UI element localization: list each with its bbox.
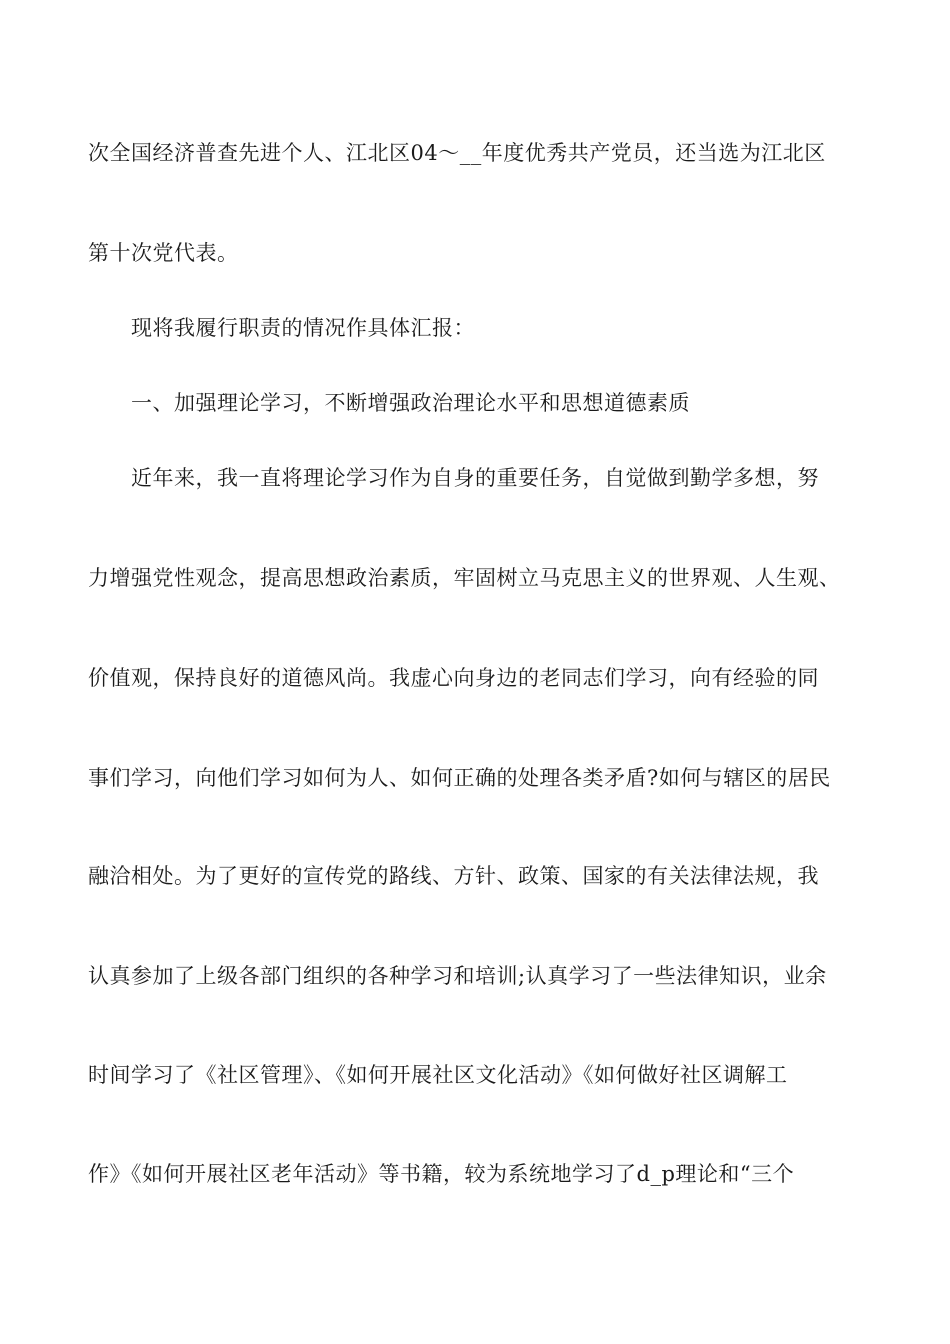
text-line-7: 价值观，保持良好的道德风尚。我虚心向身边的老同志们学习，向有经验的同 <box>88 666 819 690</box>
text-line-8: 事们学习，向他们学习如何为人、如何正确的处理各类矛盾?如何与辖区的居民 <box>88 766 831 790</box>
text-line-10: 认真参加了上级各部门组织的各种学习和培训;认真学习了一些法律知识，业余 <box>88 964 827 988</box>
text-line-6: 力增强党性观念，提高思想政治素质，牢固树立马克思主义的世界观、人生观、 <box>88 566 841 590</box>
section-heading: 一、加强理论学习，不断增强政治理论水平和思想道德素质 <box>131 391 690 415</box>
text-line-9: 融洽相处。为了更好的宣传党的路线、方针、政策、国家的有关法律法规，我 <box>88 864 819 888</box>
text-line-11: 时间学习了《社区管理》、《如何开展社区文化活动》《如何做好社区调解工 <box>88 1063 788 1087</box>
text-line-2: 第十次党代表。 <box>88 241 239 265</box>
text-line-1: 次全国经济普查先进个人、江北区04～__年度优秀共产党员，还当选为江北区 <box>88 141 826 165</box>
text-line-5: 近年来，我一直将理论学习作为自身的重要任务，自觉做到勤学多想，努 <box>131 466 819 490</box>
text-line-3: 现将我履行职责的情况作具体汇报： <box>131 316 475 340</box>
text-line-12: 作》《如何开展社区老年活动》等书籍，较为系统地学习了d_p理论和“三个 <box>88 1162 795 1186</box>
